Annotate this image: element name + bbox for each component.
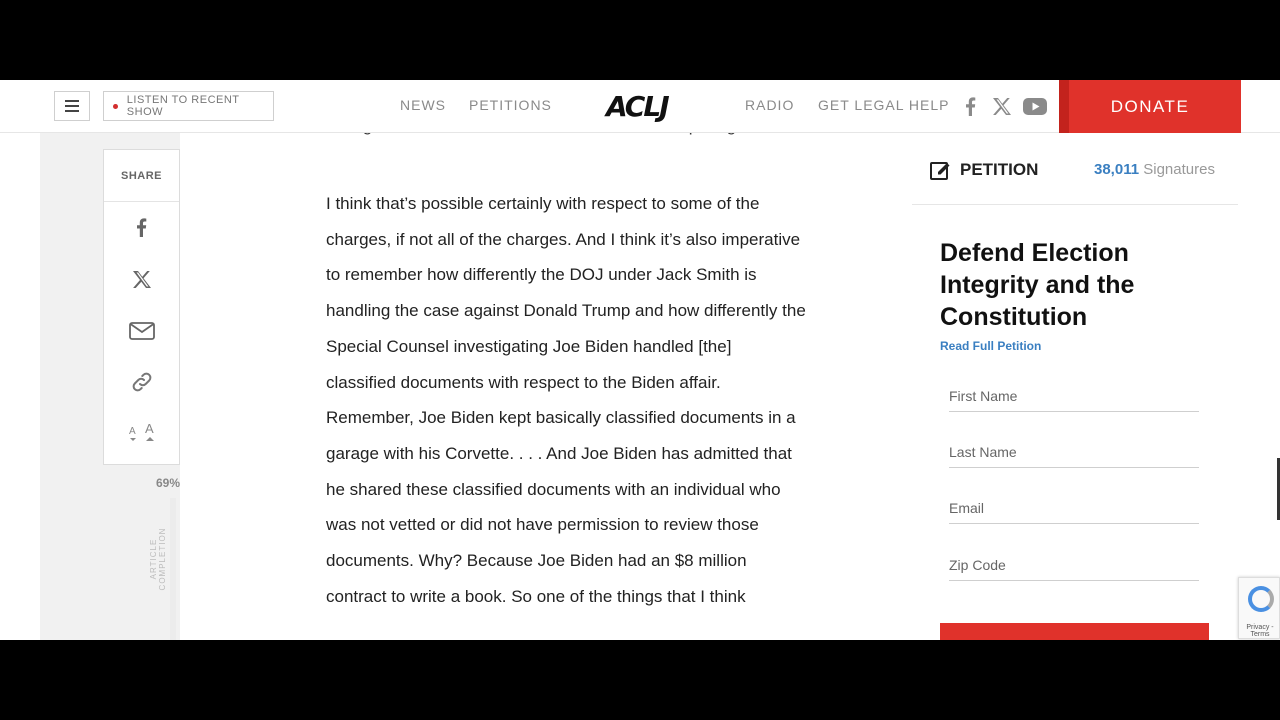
font-size-icon (126, 422, 158, 446)
listen-label: LISTEN TO RECENT SHOW (126, 94, 240, 118)
article-completion-label: ARTICLE COMPLETION (149, 527, 167, 591)
share-title: SHARE (104, 150, 179, 202)
recaptcha-badge[interactable] (1238, 577, 1280, 639)
last-name-field[interactable]: Last Name (949, 438, 1199, 468)
first-name-field[interactable]: First Name (949, 382, 1199, 412)
read-full-petition-link[interactable]: Read Full Petition (940, 339, 1042, 353)
recaptcha-text: Privacy - Terms (1246, 624, 1274, 638)
facebook-icon (136, 218, 147, 237)
left-gutter (0, 133, 40, 640)
donate-accent (1059, 80, 1069, 133)
x-twitter-icon[interactable] (990, 94, 1014, 118)
zip-code-field[interactable]: Zip Code (949, 551, 1199, 581)
youtube-icon[interactable] (1023, 94, 1047, 118)
sidebar-divider (912, 204, 1238, 205)
recaptcha-icon (1248, 586, 1274, 612)
envelope-icon (129, 322, 155, 340)
facebook-icon[interactable] (958, 94, 982, 118)
hamburger-icon (65, 105, 79, 107)
svg-text:A: A (144, 421, 154, 436)
listen-to-recent-show-button[interactable] (103, 91, 274, 121)
share-x-button[interactable] (104, 254, 179, 306)
share-email-button[interactable] (104, 305, 179, 357)
share-link-button[interactable] (104, 357, 179, 409)
text-size-button[interactable] (104, 408, 179, 460)
nav-radio[interactable]: RADIO (745, 97, 795, 113)
article-completion-track (170, 498, 176, 640)
menu-button[interactable] (54, 91, 90, 121)
nav-news[interactable]: NEWS (400, 97, 446, 113)
nav-get-legal-help[interactable]: GET LEGAL HELP (818, 97, 950, 113)
site-header (0, 80, 1280, 133)
signature-number: 38,011 (1094, 161, 1140, 178)
share-panel (103, 149, 180, 465)
live-dot-icon (113, 104, 118, 109)
x-twitter-icon (132, 270, 152, 289)
donate-button[interactable]: DONATE (1059, 80, 1241, 133)
petition-title: Defend Election Integrity and the Constitution (940, 239, 1135, 331)
aclj-logo[interactable]: ACLJ (606, 90, 668, 123)
browser-viewport (0, 80, 1280, 640)
article-completion-value: 69% (156, 476, 181, 490)
article-paragraph: I think that’s possible certainly with respect to some of the charges, if not all of the charges. And I think it’s also imperative to remember how differently the DOJ under Jack Smith is handling the case against Donald Trump and how differently the Special Counsel investigating Joe Biden handled [the] classified documents with respect to the Biden affair. Remember, Joe Biden kept basically classified documents in a garage with his Corvette. . . . And Joe Biden has admitted that he shared these classified documents with an individual who was not vetted or did not have permission to review those documents. Why? Because Joe Biden had an $8 million contract to write a book. So one of the things that I think (326, 194, 806, 606)
sign-petition-button[interactable] (940, 623, 1209, 640)
signature-count (1094, 161, 1215, 178)
edit-icon (930, 160, 952, 180)
link-icon (130, 370, 154, 394)
petition-label: PETITION (960, 160, 1039, 179)
nav-petitions[interactable]: PETITIONS (469, 97, 552, 113)
petition-heading (930, 160, 1038, 180)
email-field[interactable]: Email (949, 494, 1199, 524)
signature-label: Signatures (1143, 161, 1215, 178)
share-facebook-button[interactable] (104, 202, 179, 254)
svg-text:A: A (128, 425, 136, 437)
